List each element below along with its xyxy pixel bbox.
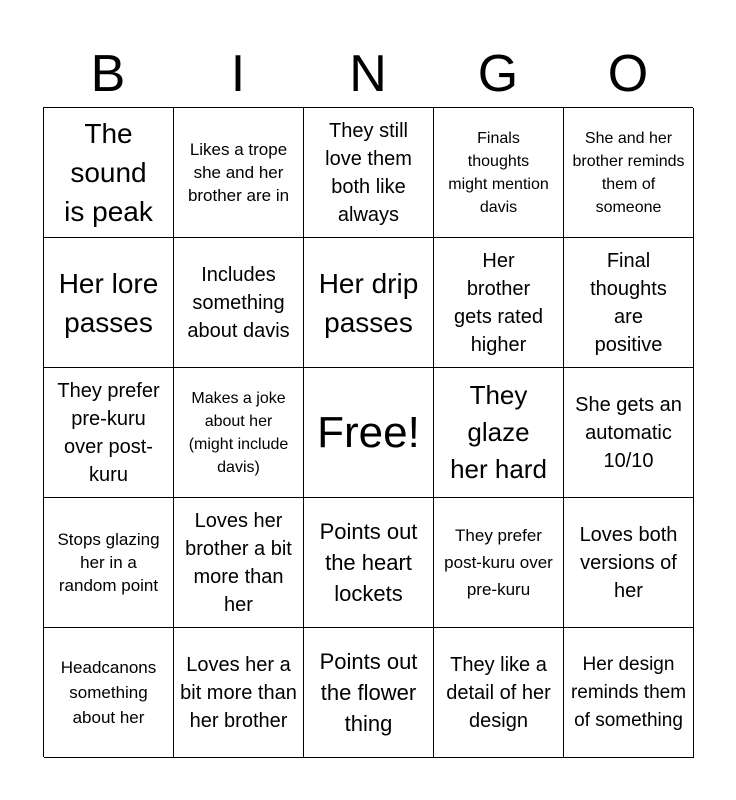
- header-letter-o: O: [607, 45, 649, 103]
- bingo-cell-r2-c5[interactable]: [564, 238, 694, 368]
- bingo-cell-r4-c3[interactable]: [304, 498, 434, 628]
- cell-text: Her design reminds them of something: [570, 653, 687, 731]
- cell-text: Loves her brother a bit more than her: [185, 509, 292, 616]
- bingo-cell-r2-c1[interactable]: [44, 238, 174, 368]
- bingo-cell-r2-c4[interactable]: [434, 238, 564, 368]
- cell-text: The sound is peak: [64, 118, 153, 227]
- cell-text: Points out the heart lockets: [319, 519, 418, 606]
- cell-text: They like a detail of her design: [446, 653, 551, 732]
- header-letter-b: B: [90, 45, 126, 103]
- cell-text: Loves both versions of her: [579, 523, 678, 602]
- cell-text: Final thoughts are positive: [590, 249, 667, 356]
- cell-text: They prefer pre-kuru over post-kuru: [57, 379, 160, 486]
- cell-text: Includes something about davis: [187, 263, 290, 342]
- bingo-cell-r4-c1[interactable]: [44, 498, 174, 628]
- bingo-cell-r4-c5[interactable]: [564, 498, 694, 628]
- bingo-cell-r5-c3[interactable]: [304, 628, 434, 758]
- cell-text: Her brother gets rated higher: [454, 249, 543, 356]
- bingo-cell-r4-c2[interactable]: [174, 498, 304, 628]
- cell-text: Headcanons something about her: [60, 658, 157, 727]
- bingo-grid: [43, 107, 693, 757]
- cell-text: She and her brother reminds them of someone: [572, 129, 685, 216]
- cell-text: Her lore passes: [58, 267, 159, 338]
- bingo-cell-r3-c4[interactable]: [434, 368, 564, 498]
- cell-text: Likes a trope she and her brother are in: [187, 140, 290, 205]
- bingo-cell-r5-c5[interactable]: [564, 628, 694, 758]
- cell-text: They still love them both like always: [325, 119, 412, 226]
- bingo-cell-r5-c1[interactable]: [44, 628, 174, 758]
- bingo-cell-r1-c3[interactable]: [304, 108, 434, 238]
- bingo-cell-r1-c5[interactable]: [564, 108, 694, 238]
- cell-text: Stops glazing her in a random point: [57, 530, 160, 595]
- header-letter-i: I: [230, 45, 246, 103]
- bingo-cell-r3-c1[interactable]: [44, 368, 174, 498]
- bingo-cell-r5-c2[interactable]: [174, 628, 304, 758]
- bingo-header: [43, 40, 693, 108]
- cell-text: She gets an automatic 10/10: [575, 393, 682, 472]
- bingo-cell-r2-c3[interactable]: [304, 238, 434, 368]
- cell-text: Finals thoughts might mention davis: [448, 129, 549, 216]
- bingo-cell-free[interactable]: [304, 368, 434, 498]
- bingo-cell-r1-c2[interactable]: [174, 108, 304, 238]
- cell-text: Makes a joke about her (might include davis): [188, 389, 289, 476]
- header-letter-g: G: [477, 45, 519, 103]
- bingo-cell-r2-c2[interactable]: [174, 238, 304, 368]
- bingo-cell-r4-c4[interactable]: [434, 498, 564, 628]
- cell-text: Her drip passes: [318, 267, 419, 338]
- bingo-cell-r1-c1[interactable]: [44, 108, 174, 238]
- cell-text: Points out the flower thing: [319, 649, 418, 736]
- cell-text: Loves her a bit more than her brother: [180, 653, 297, 732]
- header-letter-n: N: [349, 45, 387, 103]
- bingo-cell-r3-c5[interactable]: [564, 368, 694, 498]
- cell-text: They prefer post-kuru over pre-kuru: [444, 526, 553, 599]
- bingo-cell-r1-c4[interactable]: [434, 108, 564, 238]
- bingo-cell-r3-c2[interactable]: [174, 368, 304, 498]
- cell-text: They glaze her hard: [450, 380, 547, 484]
- free-space-label: Free!: [317, 407, 420, 457]
- bingo-cell-r5-c4[interactable]: [434, 628, 564, 758]
